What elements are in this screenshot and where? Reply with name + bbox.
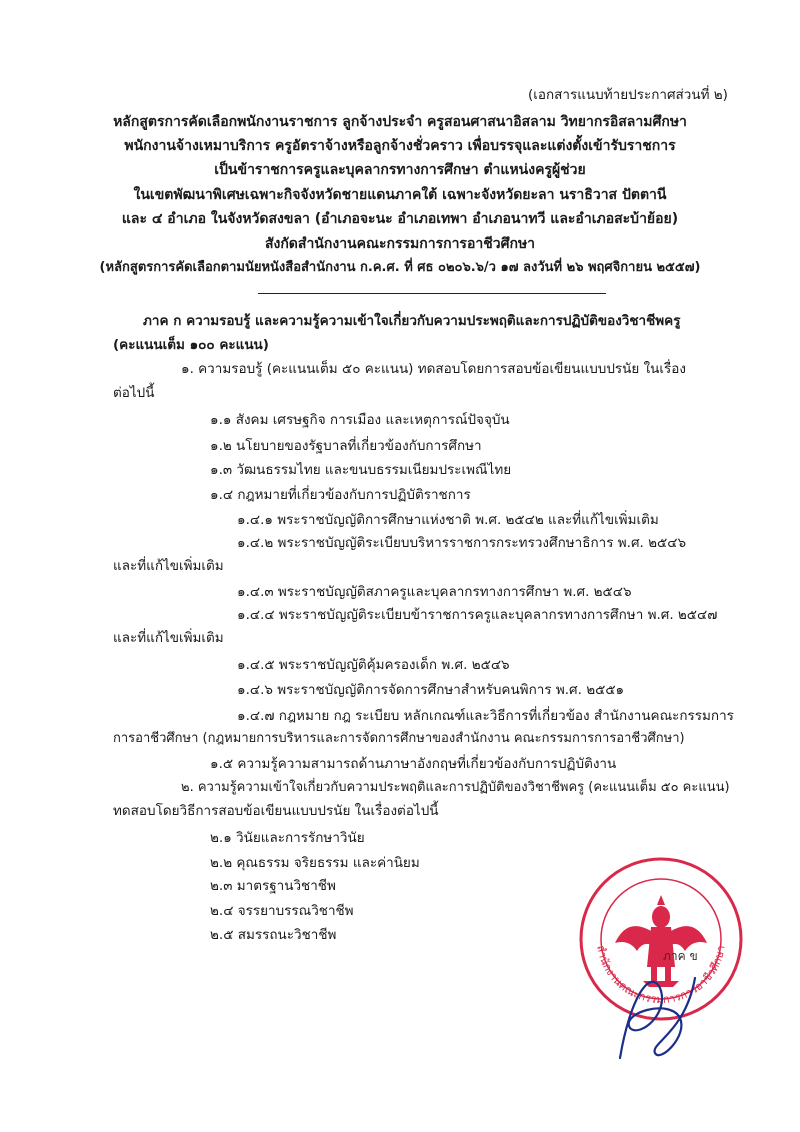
signature-icon (610, 958, 700, 1078)
section-a-heading: ภาค ก ความรอบรู้ และความรู้ความเข้าใจเกี่ยวกับความประพฤติและการปฏิบัติของวิชาชีพครู (143, 313, 681, 329)
item-1-4-4-cont: และที่แก้ไขเพิ่มเติม (113, 630, 224, 646)
item-1-4-2: ๑.๔.๒ พระราชบัญญัติระเบียบบริหารราชการกระทรวงศึกษาธิการ พ.ศ. ๒๕๔๖ (237, 535, 687, 551)
attachment-note: (เอกสารแนบท้ายประกาศส่วนที่ ๒) (528, 87, 728, 103)
item-1-4-3: ๑.๔.๓ พระราชบัญญัติสภาครูและบุคลากรทางการศึกษา พ.ศ. ๒๕๔๖ (237, 584, 632, 600)
item-1-4-7: ๑.๔.๗ กฎหมาย กฎ ระเบียบ หลักเกณฑ์และวิธีการที่เกี่ยวข้อง สำนักงานคณะกรรมการ (237, 708, 734, 724)
page-label: ภาค ข (663, 949, 698, 963)
item-1-4: ๑.๔ กฎหมายที่เกี่ยวข้องกับการปฏิบัติราชการ (210, 487, 471, 503)
item-1-4-5: ๑.๔.๕ พระราชบัญญัติคุ้มครองเด็ก พ.ศ. ๒๕๔๖ (237, 657, 510, 673)
item-1-1: ๑.๑ สังคม เศรษฐกิจ การเมือง และเหตุการณ์ปัจจุบัน (210, 412, 510, 428)
item-2-1: ๒.๑ วินัยและการรักษาวินัย (210, 830, 365, 846)
item-2-line-1: ๒. ความรู้ความเข้าใจเกี่ยวกับความประพฤติและการปฏิบัติของวิชาชีพครู (คะแนนเต็ม ๕๐ คะแนน) (181, 780, 730, 795)
item-1-line-2: ต่อไปนี้ (113, 385, 155, 401)
item-1-line-1: ๑. ความรอบรู้ (คะแนนเต็ม ๕๐ คะแนน) ทดสอบโดยการสอบข้อเขียนแบบปรนัย ในเรื่อง (181, 361, 686, 377)
item-2-4: ๒.๔ จรรยาบรรณวิชาชีพ (210, 903, 354, 919)
title-line-6: สังกัดสำนักงานคณะกรรมการการอาชีวศึกษา (264, 236, 536, 252)
header-divider (258, 293, 606, 294)
item-1-5: ๑.๕ ความรู้ความสามารถด้านภาษาอังกฤษที่เกี่ยวข้องกับการปฏิบัติงาน (210, 756, 617, 772)
item-1-4-7-cont: การอาชีวศึกษา (กฎหมายการบริหารและการจัดการศึกษาของสำนักงาน คณะกรรมการการอาชีวศึกษา) (113, 731, 685, 746)
item-1-4-1: ๑.๔.๑ พระราชบัญญัติการศึกษาแห่งชาติ พ.ศ. ๒๕๔๒ และที่แก้ไขเพิ่มเติม (237, 512, 659, 528)
title-line-1: หลักสูตรการคัดเลือกพนักงานราชการ ลูกจ้างประจำ ครูสอนศาสนาอิสลาม วิทยากรอิสลามศึกษา (113, 114, 687, 130)
item-2-5: ๒.๕ สมรรถนะวิชาชีพ (210, 927, 337, 943)
title-line-4: ในเขตพัฒนาพิเศษเฉพาะกิจจังหวัดชายแดนภาคใต้ เฉพาะจังหวัดยะลา นราธิวาส ปัตตานี (133, 187, 667, 203)
title-line-3: เป็นข้าราชการครูและบุคลากรทางการศึกษา ตำแหน่งครูผู้ช่วย (214, 162, 586, 178)
item-2-2: ๒.๒ คุณธรรม จริยธรรม และค่านิยม (210, 855, 420, 871)
title-line-5: และ ๔ อำเภอ ในจังหวัดสงขลา (อำเภอจะนะ อำเภอเทพา อำเภอนาทวี และอำเภอสะบ้าย้อย) (121, 211, 679, 227)
item-2-line-2: ทดสอบโดยวิธีการสอบข้อเขียนแบบปรนัย ในเรื่องต่อไปนี้ (113, 803, 439, 819)
section-a-score: (คะแนนเต็ม ๑๐๐ คะแนน) (113, 337, 269, 353)
title-line-2: พนักงานจ้างเหมาบริการ ครูอัตราจ้างหรือลูกจ้างชั่วคราว เพื่อบรรจุและแต่งตั้งเข้ารับราชการ (124, 138, 676, 154)
item-1-4-4: ๑.๔.๔ พระราชบัญญัติระเบียบข้าราชการครูและบุคลากรทางการศึกษา พ.ศ. ๒๕๔๗ (237, 607, 718, 623)
item-1-4-6: ๑.๔.๖ พระราชบัญญัติการจัดการศึกษาสำหรับคนพิการ พ.ศ. ๒๕๕๑ (237, 682, 625, 698)
item-1-4-2-cont: และที่แก้ไขเพิ่มเติม (113, 558, 224, 574)
item-1-2: ๑.๒ นโยบายของรัฐบาลที่เกี่ยวข้องกับการศึกษา (210, 438, 482, 454)
item-2-3: ๒.๓ มาตรฐานวิชาชีพ (210, 878, 336, 894)
title-line-7: (หลักสูตรการคัดเลือกตามนัยหนังสือสำนักงาน ก.ค.ศ. ที่ ศธ ๐๒๐๖.๖/ว ๑๗ ลงวันที่ ๒๖ พฤศจิกายน ๒๕๕๗) (99, 260, 701, 275)
seal-text: สำนักงานคณะกรรมการการอาชีวศึกษา (594, 944, 728, 1007)
item-1-3: ๑.๓ วัฒนธรรมไทย และขนบธรรมเนียมประเพณีไทย (210, 462, 512, 478)
